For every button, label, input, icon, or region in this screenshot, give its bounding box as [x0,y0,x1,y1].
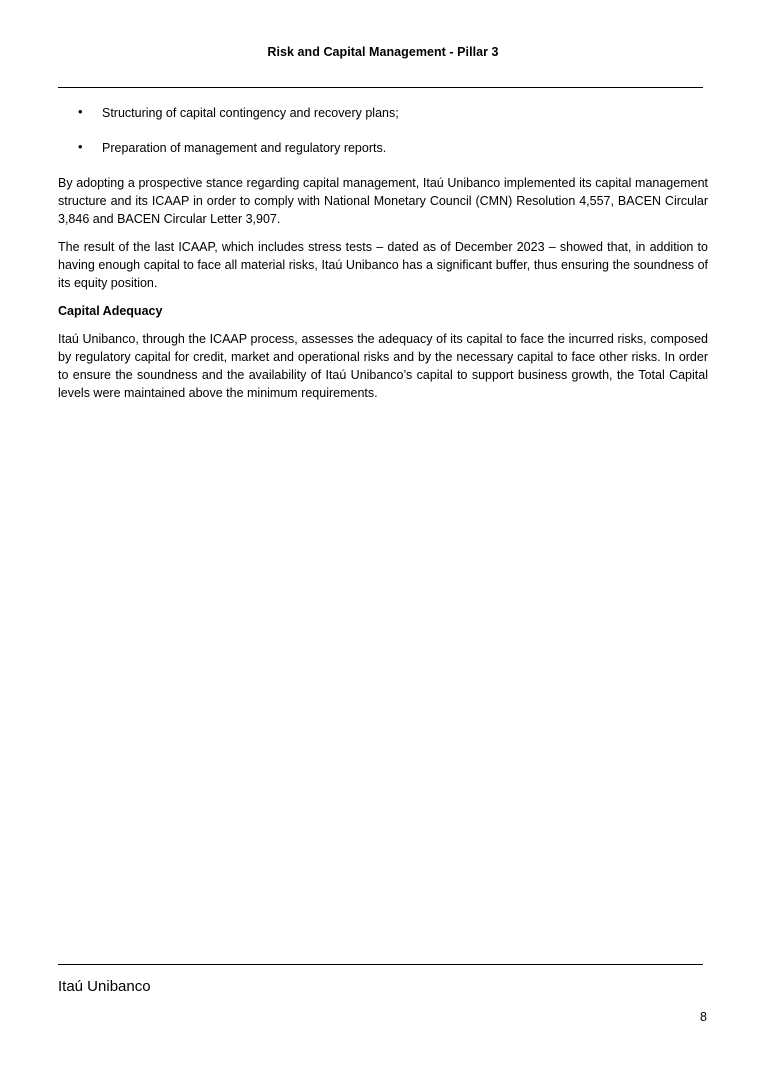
list-item [58,104,708,122]
header-divider [58,87,703,88]
bullet-icon: • [78,104,83,119]
bullet-icon: • [78,139,83,154]
footer-company-name: Itaú Unibanco [58,978,151,995]
bullet-text: Preparation of management and regulatory reports. [102,141,387,155]
paragraph-icaap-result: The result of the last ICAAP, which includes stress tests – dated as of December 2023 – showed that, in addition to having enough capital to face all material risks, Itaú Unibanco has a significant buffer, thus ensuring the soundness of its equity position. [58,240,708,290]
list-item [58,139,708,157]
page-header-title: Risk and Capital Management - Pillar 3 [267,45,499,59]
page-body [58,104,708,412]
section-heading-capital-adequacy: Capital Adequacy [58,304,163,318]
paragraph-capital-adequacy: Itaú Unibanco, through the ICAAP process, assesses the adequacy of its capital to face the incurred risks, composed by regulatory capital for credit, market and operational risks and by the necessary capital to face other risks. In order to ensure the soundness and the availability of Itaú Unibanco’s capital to support business growth, the Total Capital levels were maintained above the minimum requirements. [58,332,708,400]
bullet-text: Structuring of capital contingency and recovery plans; [102,106,399,120]
page-number: 8 [700,1010,707,1024]
footer-divider [58,964,703,965]
paragraph-capital-management-structure: By adopting a prospective stance regarding capital management, Itaú Unibanco implemented its capital management structure and its ICAAP in order to comply with National Monetary Council (CMN) Resolution 4,557, BACEN Circular 3,846 and BACEN Circular Letter 3,907. [58,176,708,226]
bullet-list [58,104,708,157]
